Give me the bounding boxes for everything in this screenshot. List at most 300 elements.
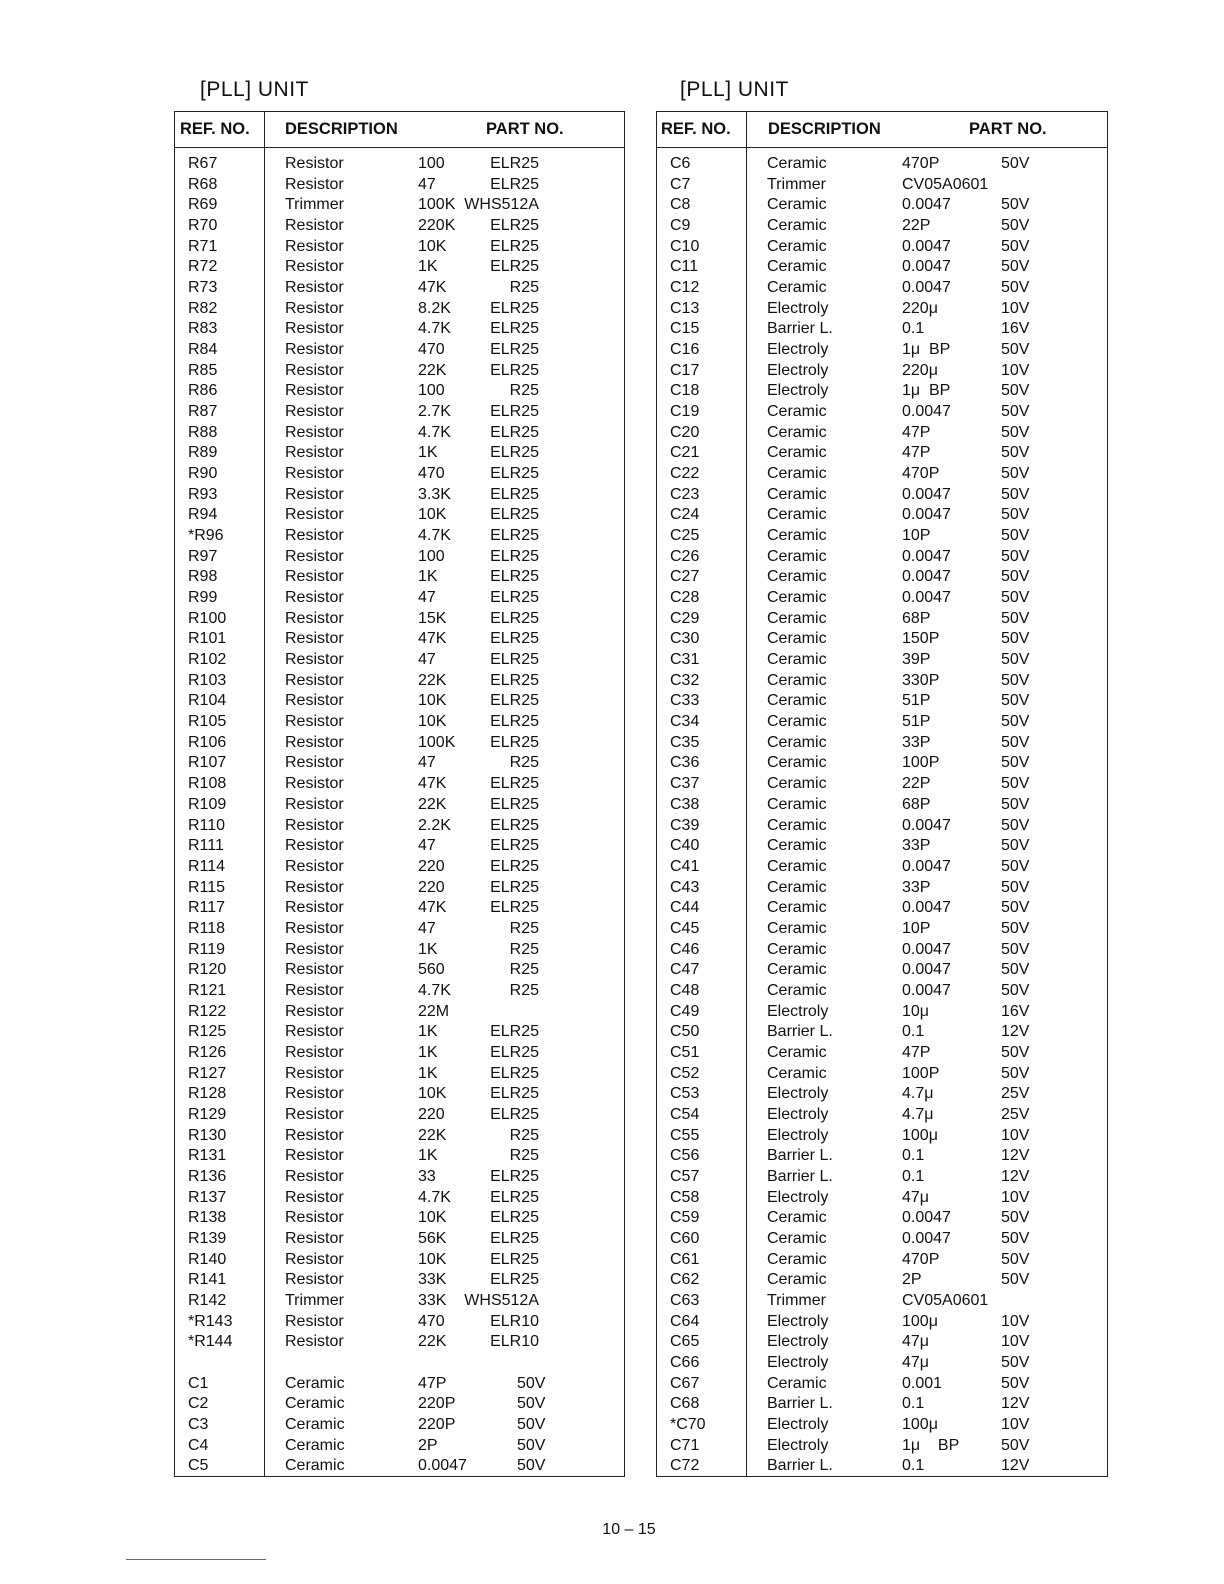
table-row [657, 1084, 1107, 1105]
value-cell: 10μ [902, 1002, 930, 1020]
description-cell: Ceramic [767, 671, 827, 689]
value-cell: 0.0047 [418, 1457, 467, 1475]
voltage-cell: 50V [1001, 919, 1030, 937]
ref-no-cell: R73 [188, 279, 218, 297]
part-no-cell: ELR10 [490, 1333, 539, 1351]
voltage-cell: 50V [1001, 403, 1030, 421]
table-row [175, 650, 624, 671]
voltage-cell: 10V [1001, 1333, 1030, 1351]
value-cell: 2.2K [418, 816, 451, 834]
ref-no-cell: C36 [670, 754, 700, 772]
value-cell: 56K [418, 1229, 447, 1247]
table-row [657, 175, 1107, 196]
table-row [175, 547, 624, 568]
ref-no-cell: *R144 [188, 1333, 233, 1351]
table-row [657, 319, 1107, 340]
table-row [175, 485, 624, 506]
table-row [175, 609, 624, 630]
value-cell: 100 [418, 155, 445, 172]
table-row [175, 733, 624, 754]
table-row [657, 1126, 1107, 1147]
value-cell: 1K [418, 1043, 438, 1061]
ref-no-cell: C52 [670, 1064, 700, 1082]
voltage-cell: 50V [517, 1374, 546, 1392]
ref-no-cell: C66 [670, 1353, 700, 1371]
value-cell: 47P [902, 1043, 931, 1061]
voltage-cell: 50V [1001, 940, 1030, 958]
voltage-cell: 50V [1001, 651, 1030, 669]
part-no-cell: R25 [509, 940, 539, 958]
table-row [657, 878, 1107, 899]
description-cell: Resistor [285, 527, 344, 545]
table-row [175, 1022, 624, 1043]
voltage-cell: 50V [1001, 527, 1030, 545]
value-cell: 22K [418, 361, 447, 379]
table-row [657, 1043, 1107, 1064]
table-row [175, 216, 624, 237]
ref-no-cell: R83 [188, 320, 218, 338]
description-cell: Resistor [285, 320, 344, 338]
voltage-cell: 50V [1001, 775, 1030, 793]
value-cell: 15K [418, 609, 447, 627]
voltage-cell: 10V [1001, 361, 1030, 379]
table-row [175, 505, 624, 526]
table-row [657, 1250, 1107, 1271]
value-cell: 150P [902, 630, 940, 648]
ref-no-cell: C43 [670, 878, 700, 896]
part-no-cell: ELR25 [490, 423, 539, 441]
ref-no-cell: R82 [188, 299, 218, 317]
table-row [175, 402, 624, 423]
description-cell: Resistor [285, 899, 344, 917]
description-cell: Ceramic [285, 1436, 345, 1454]
ref-no-cell: C35 [670, 733, 700, 751]
voltage-cell: 12V [1001, 1147, 1030, 1165]
description-cell: Ceramic [767, 444, 827, 462]
description-cell: Resistor [285, 361, 344, 379]
table-row [657, 1312, 1107, 1333]
voltage-cell: 50V [1001, 671, 1030, 689]
value-cell: 22P [902, 775, 931, 793]
ref-no-cell: R130 [188, 1126, 227, 1144]
description-cell: Ceramic [767, 465, 827, 483]
value-cell: 470P [902, 1250, 940, 1268]
value-cell: 0.0047 [902, 589, 951, 607]
table-row [657, 526, 1107, 547]
table-row [657, 898, 1107, 919]
value-cell: 1μ BP [902, 1436, 960, 1454]
value-cell: 560 [418, 961, 445, 979]
table-row [657, 1394, 1107, 1415]
part-no-cell: R25 [509, 1126, 539, 1144]
ref-no-header: REF. NO. [661, 120, 731, 138]
part-no-cell: ELR25 [490, 857, 539, 875]
table-row [657, 154, 1107, 175]
ref-no-cell: C44 [670, 899, 700, 917]
description-cell: Resistor [285, 754, 344, 772]
ref-no-cell: R87 [188, 403, 218, 421]
part-no-cell: ELR25 [490, 568, 539, 586]
description-cell: Resistor [285, 1312, 344, 1330]
value-cell: 100K [418, 196, 456, 214]
ref-no-cell: C13 [670, 299, 700, 317]
description-cell: Ceramic [767, 961, 827, 979]
table-row [175, 1146, 624, 1167]
ref-no-cell: R114 [188, 857, 226, 875]
description-cell: Electroly [767, 1188, 829, 1206]
value-cell: 10K [418, 506, 447, 524]
value-cell: 68P [902, 609, 931, 627]
description-cell: Resistor [285, 878, 344, 896]
value-cell: 220P [418, 1395, 456, 1413]
voltage-cell: 50V [517, 1395, 546, 1413]
value-cell: 0.0047 [902, 1229, 951, 1247]
value-cell: 0.0047 [902, 981, 951, 999]
ref-no-cell: *C70 [670, 1415, 706, 1433]
part-no-cell: ELR25 [490, 485, 539, 503]
value-cell: 22M [418, 1002, 450, 1020]
description-cell: Resistor [285, 671, 344, 689]
value-cell: 470P [902, 465, 940, 483]
value-cell: 47P [902, 444, 931, 462]
voltage-cell: 50V [1001, 816, 1030, 834]
table-row [175, 857, 624, 878]
description-cell: Resistor [285, 1188, 344, 1206]
value-cell: 22K [418, 1333, 447, 1351]
description-cell: Ceramic [767, 795, 827, 813]
description-cell: Ceramic [767, 713, 827, 731]
value-cell: 33K [418, 1291, 447, 1309]
description-cell: Resistor [285, 1229, 344, 1247]
voltage-cell: 50V [1001, 878, 1030, 896]
ref-no-cell: C40 [670, 837, 700, 855]
ref-no-cell: R88 [188, 423, 218, 441]
ref-no-cell: C39 [670, 816, 700, 834]
table-row [175, 940, 624, 961]
table-row [657, 1146, 1107, 1167]
part-no-cell: ELR25 [490, 692, 539, 710]
value-cell: 220μ [902, 299, 938, 317]
table-row [657, 795, 1107, 816]
table-row [657, 505, 1107, 526]
ref-no-cell: C28 [670, 589, 700, 607]
value-cell: 1K [418, 444, 438, 462]
description-cell: Resistor [285, 258, 344, 276]
voltage-cell: 50V [517, 1415, 546, 1433]
table-row [175, 878, 624, 899]
value-cell: 47μ [902, 1353, 930, 1371]
ref-no-cell: C30 [670, 630, 700, 648]
table-row [657, 547, 1107, 568]
part-no-cell: ELR25 [490, 837, 539, 855]
description-cell: Ceramic [285, 1457, 345, 1475]
ref-no-cell: C3 [188, 1415, 209, 1433]
voltage-cell: 50V [1001, 1250, 1030, 1268]
voltage-cell: 50V [1001, 1374, 1030, 1392]
ref-no-cell: R68 [188, 175, 218, 193]
value-cell: 220 [418, 1105, 445, 1123]
ref-no-cell: R120 [188, 961, 227, 979]
description-cell: Trimmer [767, 175, 826, 193]
value-cell: 100μ [902, 1126, 938, 1144]
ref-no-cell: R72 [188, 258, 218, 276]
description-header: DESCRIPTION [285, 120, 398, 138]
ref-no-cell: C8 [670, 196, 691, 214]
table-row [657, 691, 1107, 712]
description-cell: Ceramic [767, 506, 827, 524]
description-cell: Resistor [285, 630, 344, 648]
description-cell: Ceramic [767, 1064, 827, 1082]
part-no-cell: ELR25 [490, 1271, 539, 1289]
ref-no-cell: C6 [670, 155, 691, 172]
description-cell: Ceramic [767, 754, 827, 772]
description-cell: Barrier L. [767, 1147, 833, 1165]
part-no-cell: ELR25 [490, 795, 539, 813]
description-cell: Resistor [285, 1147, 344, 1165]
voltage-cell: 50V [1001, 279, 1030, 297]
voltage-cell: 50V [1001, 341, 1030, 359]
ref-no-cell: C15 [670, 320, 700, 338]
description-cell: Electroly [767, 299, 829, 317]
table-row [657, 940, 1107, 961]
description-cell: Ceramic [767, 1209, 827, 1227]
description-cell: Barrier L. [767, 320, 833, 338]
part-no-cell: ELR25 [490, 651, 539, 669]
ref-no-cell: R127 [188, 1064, 227, 1082]
ref-no-cell: C24 [670, 506, 700, 524]
ref-no-cell: C12 [670, 279, 700, 297]
part-no-cell: WHS512A [464, 196, 539, 214]
ref-no-cell: C45 [670, 919, 700, 937]
voltage-cell: 50V [1001, 506, 1030, 524]
description-cell: Ceramic [767, 423, 827, 441]
part-no-cell: ELR25 [490, 217, 539, 235]
ref-no-cell: R122 [188, 1002, 227, 1020]
voltage-cell: 50V [1001, 1353, 1030, 1371]
table-row [657, 1229, 1107, 1250]
ref-no-cell: C22 [670, 465, 700, 483]
value-cell: 2.7K [418, 403, 451, 421]
part-no-cell: ELR25 [490, 237, 539, 255]
description-cell: Ceramic [767, 857, 827, 875]
part-no-cell: WHS512A [464, 1291, 539, 1309]
ref-no-cell: R119 [188, 940, 226, 958]
page-number: 10 – 15 [602, 1521, 656, 1538]
part-no-cell: ELR25 [490, 506, 539, 524]
value-cell: 100P [902, 1064, 940, 1082]
value-cell: 1K [418, 1147, 438, 1165]
voltage-cell: 50V [1001, 1064, 1030, 1082]
ref-no-cell: C20 [670, 423, 700, 441]
value-cell: 0.001 [902, 1374, 943, 1392]
ref-no-cell: C60 [670, 1229, 700, 1247]
description-cell: Ceramic [767, 733, 827, 751]
ref-no-cell: R129 [188, 1105, 227, 1123]
voltage-cell: 50V [1001, 899, 1030, 917]
voltage-cell: 12V [1001, 1023, 1030, 1041]
value-cell: 1μ BP [902, 382, 951, 400]
value-cell: 2P [418, 1436, 438, 1454]
left-table-header [175, 112, 624, 148]
part-no-cell: R25 [509, 919, 539, 937]
table-row [175, 195, 624, 216]
table-row [175, 795, 624, 816]
ref-no-cell: R99 [188, 589, 218, 607]
voltage-cell: 10V [1001, 1188, 1030, 1206]
table-row [175, 257, 624, 278]
ref-no-cell: C2 [188, 1395, 209, 1413]
value-cell: 22K [418, 671, 447, 689]
ref-no-cell: R86 [188, 382, 218, 400]
description-cell: Ceramic [767, 651, 827, 669]
ref-no-cell: R136 [188, 1167, 227, 1185]
table-row [175, 836, 624, 857]
table-row [175, 816, 624, 837]
part-no-cell: ELR25 [490, 671, 539, 689]
description-header: DESCRIPTION [768, 120, 881, 138]
description-cell: Electroly [767, 1353, 829, 1371]
ref-no-cell: C34 [670, 713, 700, 731]
part-no-cell: ELR25 [490, 733, 539, 751]
ref-no-cell: R70 [188, 217, 218, 235]
part-no-cell: ELR25 [490, 320, 539, 338]
table-row [175, 361, 624, 382]
part-no-header: PART NO. [486, 120, 564, 138]
value-cell: 100P [902, 754, 940, 772]
ref-no-cell: R141 [188, 1271, 227, 1289]
part-no-cell: ELR25 [490, 630, 539, 648]
table-row [175, 340, 624, 361]
part-no-cell: ELR25 [490, 1209, 539, 1227]
value-cell: CV05A0601 [902, 1291, 989, 1309]
value-cell: 33P [902, 878, 931, 896]
ref-no-cell: R69 [188, 196, 218, 214]
description-cell: Ceramic [767, 1271, 827, 1289]
value-cell: 4.7K [418, 527, 451, 545]
value-cell: 22K [418, 795, 447, 813]
ref-no-cell: R140 [188, 1250, 227, 1268]
value-cell: 0.0047 [902, 816, 951, 834]
part-no-cell: ELR25 [490, 175, 539, 193]
description-cell: Ceramic [767, 1229, 827, 1247]
voltage-cell: 12V [1001, 1167, 1030, 1185]
description-cell: Ceramic [767, 196, 827, 214]
value-cell: 0.1 [902, 1457, 925, 1475]
table-row [175, 1167, 624, 1188]
value-cell: 10K [418, 692, 447, 710]
description-cell: Ceramic [767, 816, 827, 834]
description-cell: Resistor [285, 155, 344, 172]
voltage-cell: 50V [1001, 857, 1030, 875]
part-no-cell: ELR25 [490, 361, 539, 379]
table-row [657, 857, 1107, 878]
description-cell: Resistor [285, 1333, 344, 1351]
description-cell: Resistor [285, 589, 344, 607]
part-no-cell: ELR25 [490, 1043, 539, 1061]
voltage-cell: 50V [1001, 754, 1030, 772]
value-cell: 100μ [902, 1312, 938, 1330]
description-cell: Resistor [285, 1167, 344, 1185]
ref-no-cell: R90 [188, 465, 218, 483]
part-no-cell: R25 [509, 382, 539, 400]
ref-no-cell: C1 [188, 1374, 209, 1392]
ref-no-cell: C64 [670, 1312, 700, 1330]
table-row [657, 299, 1107, 320]
description-cell: Resistor [285, 609, 344, 627]
value-cell: 47P [418, 1374, 447, 1392]
description-cell: Ceramic [767, 1250, 827, 1268]
table-row [657, 671, 1107, 692]
footer-rule [126, 1559, 266, 1560]
ref-no-cell: R118 [188, 919, 226, 937]
value-cell: 3.3K [418, 485, 451, 503]
description-cell: Electroly [767, 1002, 829, 1020]
description-cell: Trimmer [767, 1291, 826, 1309]
description-cell: Resistor [285, 382, 344, 400]
table-row [657, 816, 1107, 837]
description-cell: Ceramic [767, 775, 827, 793]
table-row [175, 526, 624, 547]
part-no-cell: ELR25 [490, 609, 539, 627]
table-row [657, 1022, 1107, 1043]
voltage-cell: 25V [1001, 1085, 1030, 1103]
description-cell: Barrier L. [767, 1457, 833, 1475]
table-row [175, 919, 624, 940]
value-cell: 0.0047 [902, 403, 951, 421]
description-cell: Electroly [767, 1436, 829, 1454]
ref-no-cell: R138 [188, 1209, 227, 1227]
value-cell: 0.0047 [902, 961, 951, 979]
ref-no-cell: C47 [670, 961, 700, 979]
voltage-cell: 25V [1001, 1105, 1030, 1123]
table-row [175, 278, 624, 299]
value-cell: 47 [418, 175, 436, 193]
ref-no-cell: R108 [188, 775, 227, 793]
ref-no-cell: R111 [188, 837, 224, 855]
description-cell: Ceramic [767, 568, 827, 586]
ref-no-cell: C33 [670, 692, 700, 710]
value-cell: 1K [418, 568, 438, 586]
value-cell: 470 [418, 465, 445, 483]
ref-no-cell: C37 [670, 775, 700, 793]
value-cell: 47 [418, 651, 436, 669]
ref-no-cell: C51 [670, 1043, 700, 1061]
description-cell: Resistor [285, 961, 344, 979]
voltage-cell: 50V [1001, 733, 1030, 751]
value-cell: 10K [418, 1250, 447, 1268]
voltage-cell: 50V [1001, 423, 1030, 441]
ref-no-cell: C25 [670, 527, 700, 545]
value-cell: 47μ [902, 1188, 930, 1206]
part-no-cell: ELR25 [490, 1229, 539, 1247]
table-row [657, 278, 1107, 299]
voltage-cell: 50V [1001, 961, 1030, 979]
ref-no-cell: C16 [670, 341, 700, 359]
table-row [657, 981, 1107, 1002]
value-cell: 4.7μ [902, 1105, 934, 1123]
description-cell: Ceramic [767, 217, 827, 235]
part-no-cell: ELR25 [490, 444, 539, 462]
voltage-cell: 12V [1001, 1457, 1030, 1475]
table-row [175, 960, 624, 981]
description-cell: Barrier L. [767, 1167, 833, 1185]
table-row [657, 774, 1107, 795]
description-cell: Ceramic [767, 1374, 827, 1392]
ref-no-cell: C4 [188, 1436, 209, 1454]
voltage-cell: 12V [1001, 1395, 1030, 1413]
value-cell: 10K [418, 237, 447, 255]
ref-no-cell: R103 [188, 671, 227, 689]
